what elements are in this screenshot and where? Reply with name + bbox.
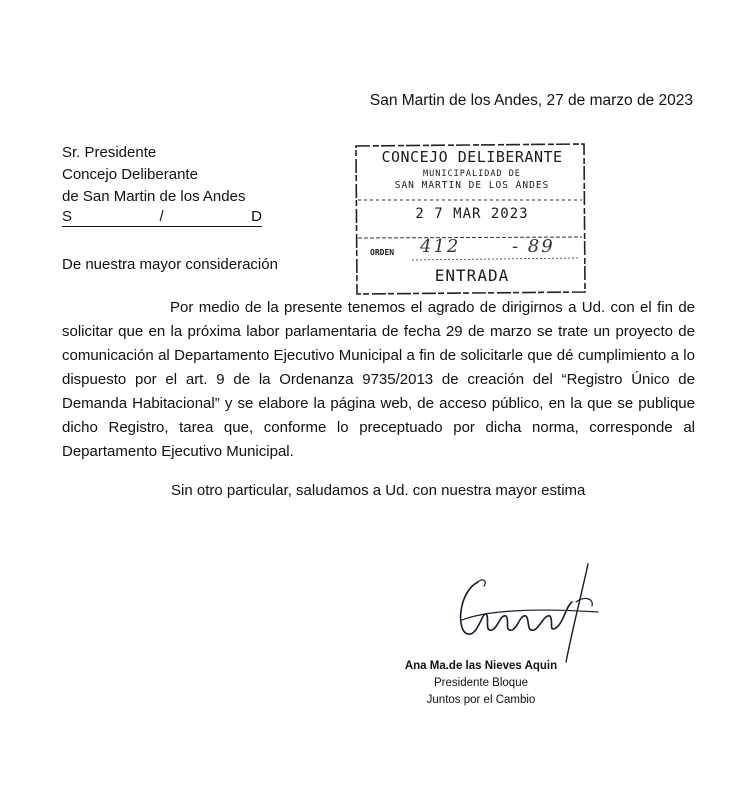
stamp-date: 2 7 MAR 2023 <box>415 206 529 222</box>
handwritten-signature <box>448 562 608 672</box>
stamp-title: CONCEJO DELIBERANTE <box>381 148 563 166</box>
signatory-block <box>388 658 574 709</box>
sd-mid: / <box>159 208 164 225</box>
stamp-sub1: MUNICIPALIDAD DE <box>423 169 521 179</box>
signatory-party: Juntos por el Cambio <box>426 694 536 706</box>
recipient-city: de San Martin de los Andes <box>62 188 246 205</box>
stamp-sub2: SAN MARTIN DE LOS ANDES <box>394 180 550 191</box>
signatory-name: Ana Ma.de las Nieves Aquin <box>404 660 558 672</box>
stamp-orden-number: 412 <box>420 236 461 257</box>
stamp-orden-year: - 89 <box>512 236 555 257</box>
stamp-entry: ENTRADA <box>434 266 510 285</box>
recipient-title: Sr. Presidente <box>62 144 157 161</box>
sd-line <box>62 208 262 227</box>
place-date: San Martin de los Andes, 27 de marzo de 2023 <box>369 92 693 109</box>
signatory-role: Presidente Bloque <box>434 677 528 689</box>
sd-left: S <box>62 208 73 225</box>
body-paragraph: Por medio de la presente tenemos el agrado de dirigirnos a Ud. con el fin de solicitar que en la próxima labor parlamentaria de fecha 29 de marzo se trate un proyecto de comunicación al Departamento Ejecutivo Municipal a fin de solicitarle que dé cumplimiento a lo dispuesto por el art. 9 de la Ordenanza 9735/2013 de creación del “Registro Único de Demanda Habitacional” y se elabore la página web, de acceso público, en la que se publique dicho Registro, tarea que, conforme lo preceptuado por dicha norma, corresponde al Departamento Ejecutivo Municipal. <box>62 299 695 460</box>
greeting: De nuestra mayor consideración <box>62 256 278 273</box>
recipient-institution: Concejo Deliberante <box>62 166 198 183</box>
entry-stamp <box>352 140 588 296</box>
recipient-block <box>62 142 262 227</box>
closing: Sin otro particular, saludamos a Ud. con nuestra mayor estima <box>171 482 586 499</box>
stamp-orden-label: ORDEN <box>370 248 395 257</box>
sd-right: D <box>251 208 262 225</box>
